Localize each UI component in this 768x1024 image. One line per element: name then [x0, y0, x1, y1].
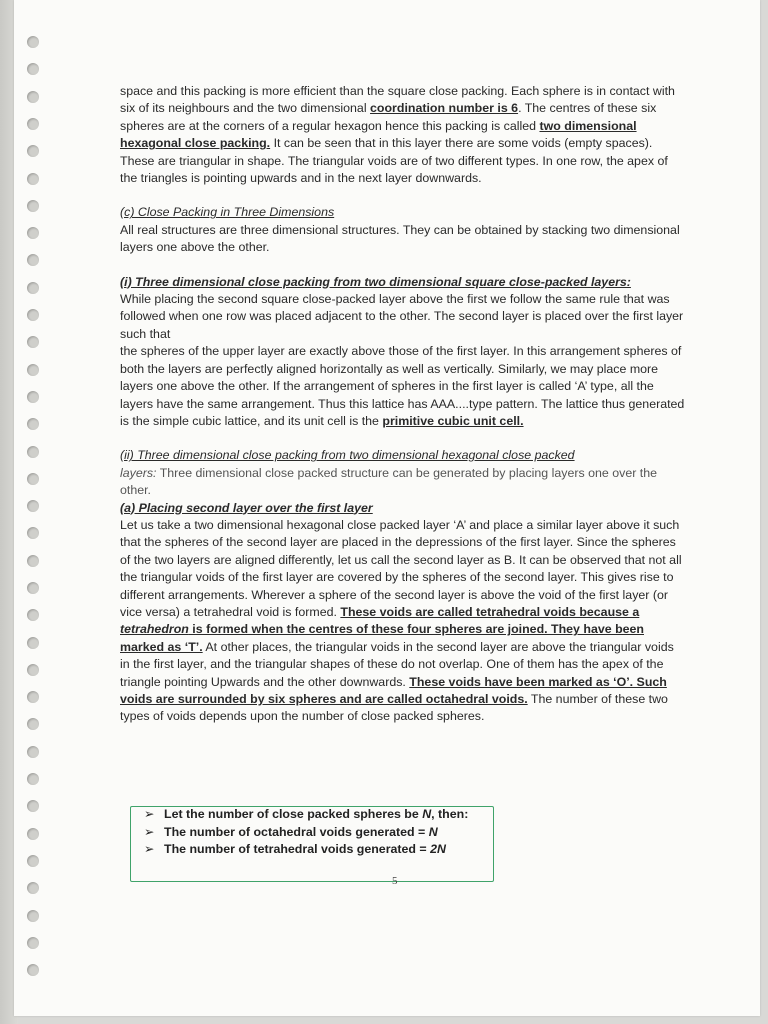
void-count-list — [144, 806, 504, 859]
underlined-term: is formed when the centres of these four spheres are joined. They have been marked as ‘T’. — [120, 622, 644, 654]
binder-hole — [27, 418, 39, 430]
heading-second-layer: (a) Placing second layer over the first layer — [120, 500, 373, 515]
document-body — [120, 83, 685, 726]
text-span: the spheres of the upper layer are exactly above those of the first layer. In this arrangement spheres of both the layers are perfectly aligned horizontally as well as vertically. Similarly, we may place more layers one above the other. If the arrangement of spheres in the first layer is called ‘A’ type, all the layers have the same arrangement. Thus this lattice has AAA....type pattern. The lattice thus generated is the simple cubic lattice, and its unit cell is the — [120, 344, 685, 428]
bullet-variable: N — [422, 807, 432, 821]
binder-hole — [27, 254, 39, 266]
list-item — [144, 806, 504, 824]
binder-hole — [27, 964, 39, 976]
binder-hole — [27, 36, 39, 48]
binder-hole — [27, 746, 39, 758]
binder-hole — [27, 882, 39, 894]
arrow-bullet-icon: ➢ — [144, 824, 155, 839]
list-item — [144, 841, 504, 859]
binder-hole — [27, 282, 39, 294]
arrow-bullet-icon: ➢ — [144, 807, 155, 821]
binder-hole — [27, 609, 39, 621]
binder-hole — [27, 937, 39, 949]
binder-hole — [27, 227, 39, 239]
binder-hole — [27, 637, 39, 649]
binder-hole — [27, 173, 39, 185]
binder-hole — [27, 527, 39, 539]
bullet-text: , then: — [431, 807, 469, 821]
binder-hole — [27, 309, 39, 321]
binder-hole — [27, 91, 39, 103]
binder-hole — [27, 364, 39, 376]
binder-hole — [27, 118, 39, 130]
heading-text: (ii) Three dimensional close packing from two dimensional hexagonal close packed — [120, 448, 575, 463]
text-span: Let us take a two dimensional hexagonal close packed layer ‘A’ and place a similar layer above it such that the spheres of the second layer are placed in the depressions of the first layer. Since the spheres of the two layers are aligned differently, let us call the second layer as B. It can be observed that not all the triangular voids of the first layer are covered by the spheres of the second layer. This gives rise to different arrangements. Wherever a sphere of the second layer is above the void of the first layer (or vice versa) a tetrahedral void is formed. — [120, 517, 682, 619]
binder-hole — [27, 800, 39, 812]
bullet-variable: 2N — [430, 842, 446, 857]
binder-hole — [27, 773, 39, 785]
text-span: Three dimensional close packed structure can be generated by placing layers one over the other. — [120, 465, 658, 498]
heading-close-packing-3d: (c) Close Packing in Three Dimensions — [120, 205, 335, 220]
binder-hole — [27, 391, 39, 403]
binder-hole — [27, 500, 39, 512]
underlined-term: coordination number is 6 — [370, 101, 519, 116]
binder-hole — [27, 200, 39, 212]
binder-hole — [27, 446, 39, 458]
bullet-text: The number of octahedral voids generated = — [164, 824, 429, 839]
bullet-text: The number of tetrahedral voids generated = — [164, 842, 431, 857]
underlined-term: tetrahedron — [120, 622, 189, 637]
paragraph-3d-structures: All real structures are three dimensional structures. They can be obtained by stacking two dimensional layers one above the other. — [120, 222, 680, 255]
paragraph-square-layers-1: While placing the second square close-packed layer above the first we follow the same rule that was followed when one row was placed adjacent to the other. The second layer is placed over the first layer such that — [120, 292, 684, 341]
heading-square-layers: (i) Three dimensional close packing from two dimensional square close-packed layers: — [120, 274, 631, 289]
bullet-text: Let the number of close packed spheres be — [164, 807, 423, 821]
text-span: . The centres of these six spheres are at the corners of a regular hexagon hence this packing is called — [120, 101, 657, 133]
arrow-bullet-icon: ➢ — [144, 842, 155, 857]
paragraph-hexagonal-layers — [120, 465, 685, 500]
binder-hole — [27, 336, 39, 348]
binder-hole — [27, 555, 39, 567]
binder-hole — [27, 582, 39, 594]
paragraph-square-layers-2 — [120, 343, 685, 430]
binder-hole — [27, 718, 39, 730]
binder-hole — [27, 145, 39, 157]
heading-hexagonal-layers — [120, 447, 685, 464]
binder-hole — [27, 855, 39, 867]
binder-hole — [27, 63, 39, 75]
text-span: space and this packing is more efficient than the square close packing. Each sphere is in contact with six of its neighbours and the two dimensional — [120, 84, 675, 116]
text-span: It can be seen that in this layer there are some voids (empty spaces). These are triangular in shape. The triangular voids are of two different types. In one row, the apex of the triangles is pointing upwards and in the next layer downwards. — [120, 136, 668, 186]
underlined-term: two dimensional hexagonal close packing. — [120, 118, 637, 151]
list-item — [144, 824, 504, 842]
heading-continuation: layers: — [120, 465, 157, 480]
binder-hole — [27, 910, 39, 922]
binder-hole — [27, 828, 39, 840]
paragraph-hexagonal-packing — [120, 83, 685, 187]
binder-hole — [27, 691, 39, 703]
paragraph-second-layer — [120, 517, 685, 726]
text-span: The number of these two types of voids depends upon the number of close packed spheres. — [120, 692, 668, 724]
binder-hole — [27, 664, 39, 676]
binder-hole — [27, 473, 39, 485]
underlined-term: primitive cubic unit cell. — [382, 413, 524, 428]
bullet-variable: N — [428, 824, 438, 839]
underlined-term: These voids are called tetrahedral voids because a — [340, 604, 640, 619]
text-span: At other places, the triangular voids in the second layer are above the triangular voids in the first layer, and the triangular shapes of these do not overlap. One of them has the apex of the triangle pointing Upwards and the other downwards. — [120, 639, 674, 689]
underlined-term: These voids have been marked as ‘O’. Such voids are surrounded by six spheres and are called octahedral voids. — [120, 674, 667, 706]
page-number: 5 — [392, 875, 398, 887]
